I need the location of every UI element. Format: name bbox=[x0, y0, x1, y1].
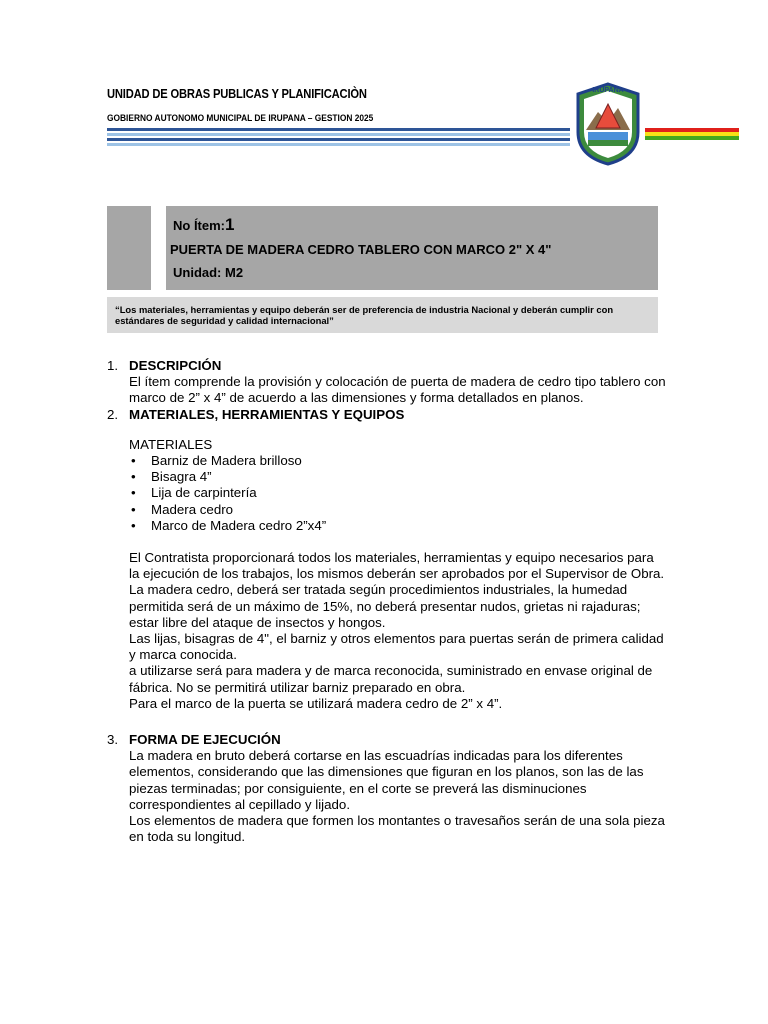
header-title: UNIDAD DE OBRAS PUBLICAS Y PLANIFICACIÒN bbox=[107, 86, 367, 101]
header-subtitle: GOBIERNO AUTONOMO MUNICIPAL DE IRUPANA – GESTION 2025 bbox=[107, 113, 374, 124]
list-item: • Lija de carpintería bbox=[131, 485, 257, 501]
section-materials bbox=[107, 407, 667, 712]
section-paragraph: Para el marco de la puerta se utilizará madera cedro de 2” x 4”. bbox=[129, 695, 503, 711]
section-paragraph: a utilizarse será para madera y de marca reconocida, suministrado en envase original de fábrica. No se permitirá utilizar barniz preparado en obra. bbox=[129, 663, 653, 695]
section-paragraph: La madera en bruto deberá cortarse en las escuadrías indicadas para los diferentes elementos, considerando que las dimensiones que figuran en los planos, son las de las piezas terminadas; por consiguiente, en el corte se preverá las disminuciones correspondientes al cepillado y lijado. bbox=[129, 748, 644, 812]
materials-note-text: “Los materiales, herramientas y equipo deberán ser de preferencia de industria Nacional y deberán cumplir con estándares de seguridad y calidad internacional” bbox=[115, 304, 614, 326]
section-number: 1. bbox=[107, 358, 119, 373]
section-number: 2. bbox=[107, 406, 119, 422]
item-header-box bbox=[107, 206, 658, 290]
bolivia-flag bbox=[645, 128, 739, 140]
section-paragraph: El Contratista proporcionará todos los materiales, herramientas y equipo necesarios para la ejecución de los trabajos, los mismos deberán ser aprobados por el Supervisor de Obra. bbox=[129, 550, 665, 582]
item-number-value: 1 bbox=[225, 215, 235, 234]
item-unit: Unidad: M2 bbox=[173, 265, 244, 280]
list-item: • Barniz de Madera brilloso bbox=[131, 453, 302, 469]
item-number bbox=[173, 215, 234, 235]
list-item: • Marco de Madera cedro 2”x4” bbox=[131, 517, 327, 533]
section-title: DESCRIPCIÓN bbox=[129, 358, 222, 373]
section-description bbox=[107, 358, 667, 407]
section-paragraph: Las lijas, bisagras de 4", el barniz y otros elementos para puertas serán de primera calidad y marca conocida. bbox=[129, 631, 664, 663]
section-paragraph: El ítem comprende la provisión y colocación de puerta de madera de cedro tipo tablero con marco de 2” x 4” de acuerdo a las dimensiones y forma detallados en planos. bbox=[129, 374, 666, 406]
item-box-left-block bbox=[107, 206, 151, 290]
section-title: FORMA DE EJECUCIÓN bbox=[129, 732, 281, 748]
header-stripe-light-2 bbox=[107, 143, 570, 146]
seal-text: IRUPANA bbox=[592, 87, 624, 94]
section-paragraph: Los elementos de madera que formen los montantes o travesaños serán de una sola pieza en toda su longitud. bbox=[129, 813, 665, 845]
section-number: 3. bbox=[107, 732, 119, 748]
item-name: PUERTA DE MADERA CEDRO TABLERO CON MARCO 2" X 4" bbox=[170, 242, 552, 257]
municipal-seal-icon bbox=[574, 82, 642, 166]
section-title: MATERIALES, HERRAMIENTAS Y EQUIPOS bbox=[129, 406, 405, 422]
header-stripe-dark-1 bbox=[107, 128, 570, 131]
section-paragraph: La madera cedro, deberá ser tratada según procedimientos industriales, la humedad permitida será de un máximo de 15%, no deberá presentar nudos, grietas ni rajaduras; estar libre del ataque de insectos y hongos. bbox=[129, 582, 641, 630]
header-stripe-dark-2 bbox=[107, 138, 570, 141]
materials-label: MATERIALES bbox=[129, 436, 213, 452]
header-stripe-light-1 bbox=[107, 133, 570, 136]
materials-note-box bbox=[107, 297, 658, 333]
list-item: • Madera cedro bbox=[131, 501, 234, 517]
section-execution bbox=[107, 732, 667, 845]
item-number-label: No Ítem: bbox=[173, 218, 225, 233]
list-item: • Bisagra 4” bbox=[131, 469, 212, 485]
materials-list bbox=[129, 453, 667, 534]
document-body bbox=[107, 358, 667, 845]
